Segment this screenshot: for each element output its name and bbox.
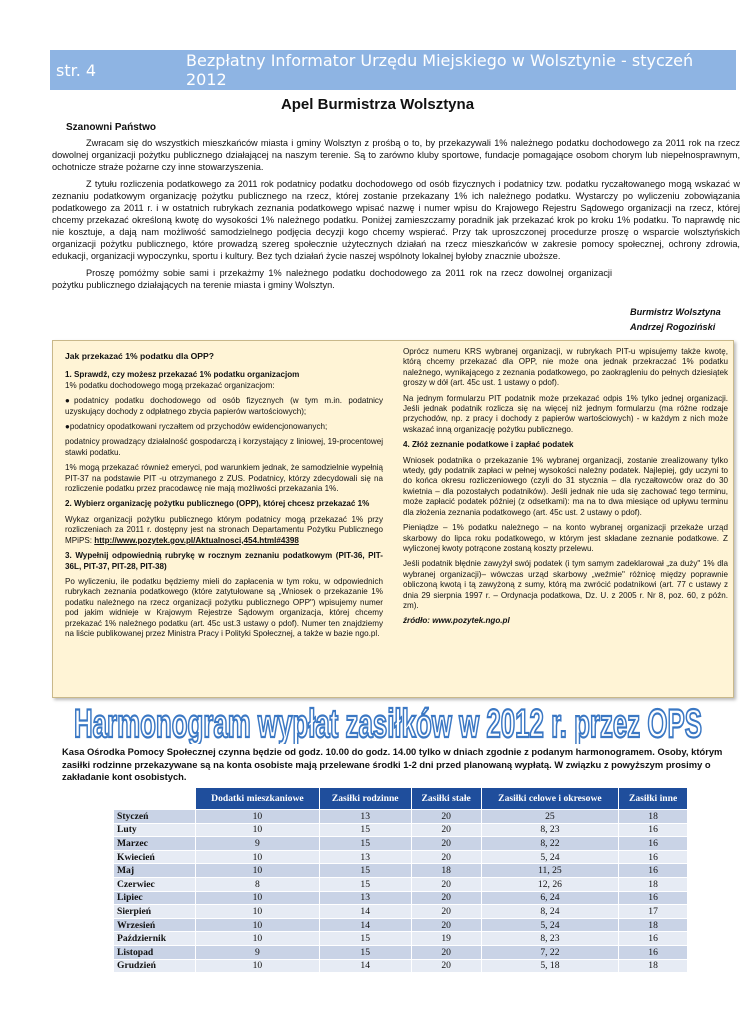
table-cell: 6, 24 (481, 891, 619, 905)
table-cell: 20 (411, 877, 481, 891)
schedule-banner (68, 700, 708, 744)
schedule-table (113, 787, 688, 973)
table-cell: 15 (319, 877, 411, 891)
table-row (114, 945, 688, 959)
table-cell: 10 (196, 850, 320, 864)
column-header (114, 788, 196, 810)
guide-paragraph: 1% mogą przekazać również emeryci, pod warunkiem jednak, że samodzielnie wypełnią PIT-37 na podstawie PIT -u otrzymanego z ZUS. Podatnicy, którzy zdecydowali się na rozliczenie podatku przez pracodawcę nie mają możliwości przekazania 1%. (65, 463, 383, 494)
source-note: źródło: www.pozytek.ngo.pl (403, 616, 510, 626)
table-row (114, 959, 688, 973)
appeal-paragraph: Zwracam się do wszystkich mieszkańców miasta i gminy Wolsztyn z prośbą o to, by przekazywali 1% należnego podatku dochodowego za 2011 rok na rzecz dowolnej organizacji pożytku publicznego działającej na naszym terenie. Są to zarówno kluby sportowe, fundacje pomagające osobom chorym lub niepełnosprawnym, ochotnicze straże pożarne czy inne stowarzyszenia. (52, 138, 740, 172)
table-cell: 15 (319, 837, 411, 851)
signature-title: Burmistrz Wolsztyna (630, 307, 721, 317)
table-cell: 15 (319, 945, 411, 959)
table-cell: 13 (319, 891, 411, 905)
column-header: Zasiłki rodzinne (319, 788, 411, 810)
table-cell: 20 (411, 810, 481, 824)
step-3-text: Po wyliczeniu, ile podatku będziemy mieli do zapłacenia w tym roku, w odpowiednich rubrykach zeznania podatkowego (które zatytułowane są „Wniosek o przekazanie 1% podatku należnego na rzecz organizacji pożytku publicznego OPP") wpisujemy numer pod jakim widnieje w Krajowym Rejestrze Sądowym organizacja, której chcemy przekazać 1% należnego podatku (art. 45c ust.3 ustawy o pdof). Numer ten znajdziemy na liście publikowanej przez Ministra Pracy i Polityki Społecznej, a także w bazie ngo.pl. (65, 576, 383, 638)
table-cell: 7, 22 (481, 945, 619, 959)
table-cell: 16 (619, 850, 688, 864)
table-row (114, 810, 688, 824)
bullet-item: ●podatnicy podatku dochodowego od osób fizycznych (w tym m.in. podatnicy uzyskujący dochody z odpłatnego zbycia papierów wartościowych); (65, 396, 383, 416)
step-2-text (65, 515, 383, 546)
table-cell: 12, 26 (481, 877, 619, 891)
table-cell: 16 (619, 837, 688, 851)
table-row (114, 932, 688, 946)
month-cell: Styczeń (114, 810, 196, 824)
table-cell: 8 (196, 877, 320, 891)
column-header: Zasiłki stałe (411, 788, 481, 810)
table-row (114, 850, 688, 864)
table-cell: 16 (619, 932, 688, 946)
step-1-text: 1% podatku dochodowego mogą przekazać organizacjom: (65, 380, 275, 390)
table-cell: 10 (196, 959, 320, 973)
table-cell: 13 (319, 850, 411, 864)
table-cell: 20 (411, 918, 481, 932)
column-header: Zasiłki inne (619, 788, 688, 810)
guide-paragraph: Na jednym formularzu PIT podatnik może przekazać odpis 1% tylko jednej organizacji. Jeśli jednak podatnik rozlicza się na więcej niż jednym formularzu (ma różne rodzaje przychodów, np. z pracy i dochody z papierów wartościowych) - w każdym z nich może wskazać inną organizację pożytku publicznego. (403, 393, 728, 434)
signature-name: Andrzej Rogoziński (630, 322, 716, 332)
table-cell: 10 (196, 864, 320, 878)
schedule-header-row (114, 788, 688, 810)
step-1-heading: 1. Sprawdź, czy możesz przekazać 1% podatku organizacjom (65, 370, 300, 380)
table-cell: 10 (196, 918, 320, 932)
schedule-body (114, 810, 688, 973)
month-cell: Luty (114, 823, 196, 837)
step-2-text-body: Wykaz organizacji pożytku publicznego którym podatnicy mogą przekazać 1% przy rozliczeniach za 2011 r. dostępny jest na stronach Departamentu Pożytku Publicznego MPiPS: (65, 514, 383, 545)
table-cell: 17 (619, 905, 688, 919)
table-cell: 8, 22 (481, 837, 619, 851)
newsletter-title: Bezpłatny Informator Urzędu Miejskiego w Wolsztynie - styczeń 2012 (186, 51, 694, 89)
table-row (114, 837, 688, 851)
table-cell: 8, 23 (481, 932, 619, 946)
guide-paragraph: podatnicy prowadzący działalność gospodarczą i korzystający z liniowej, 19-procentowej stawki podatku. (65, 437, 383, 457)
table-cell: 14 (319, 959, 411, 973)
month-cell: Sierpień (114, 905, 196, 919)
step-4-heading: 4. Złóż zeznanie podatkowe i zapłać podatek (403, 440, 574, 450)
month-cell: Październik (114, 932, 196, 946)
table-cell: 18 (411, 864, 481, 878)
table-cell: 20 (411, 945, 481, 959)
table-cell: 20 (411, 891, 481, 905)
guide-left-column (65, 347, 383, 644)
table-cell: 20 (411, 837, 481, 851)
step-2-heading: 2. Wybierz organizację pożytku publicznego (OPP), której chcesz przekazać 1% (65, 499, 370, 509)
salutation: Szanowni Państwo (66, 122, 157, 133)
guide-paragraph: Jeśli podatnik błędnie zawyżył swój podatek (i tym samym zadeklarował „za duży" 1% dla wybranej organizacji)– wówczas urząd skarbowy „weźmie" różnicę między poprawnie obliczoną kwotą i tą zawyżoną z sumy, którą ma zwrócić podatnikowi (art. 77 c ustawy z dnia 29 sierpnia 1997 r. – Ordynacja podatkowa, Dz. U. z 2005 r. Nr 8, poz. 60, z późn. zm). (403, 559, 728, 610)
month-cell: Grudzień (114, 959, 196, 973)
table-row (114, 918, 688, 932)
table-cell: 18 (619, 918, 688, 932)
table-cell: 16 (619, 945, 688, 959)
month-cell: Wrzesień (114, 918, 196, 932)
bullet-item: ●podatnicy opodatkowani ryczałtem od przychodów ewidencjonowanych; (65, 422, 328, 432)
month-cell: Czerwiec (114, 877, 196, 891)
table-cell: 5, 24 (481, 850, 619, 864)
table-cell: 10 (196, 823, 320, 837)
table-cell: 10 (196, 891, 320, 905)
table-cell: 14 (319, 905, 411, 919)
table-cell: 16 (619, 891, 688, 905)
table-cell: 15 (319, 864, 411, 878)
month-cell: Lipiec (114, 891, 196, 905)
table-cell: 20 (411, 959, 481, 973)
table-row (114, 877, 688, 891)
table-cell: 16 (619, 864, 688, 878)
guide-title: Jak przekazać 1% podatku dla OPP? (65, 351, 215, 361)
guide-right-column (403, 347, 728, 632)
table-cell: 16 (619, 823, 688, 837)
appeal-title: Apel Burmistrza Wolsztyna (280, 96, 475, 113)
table-row (114, 891, 688, 905)
guide-paragraph: Wniosek podatnika o przekazanie 1% wybranej organizacji, zostanie zrealizowany tylko wtedy, gdy podatnik zapłaci w pełnej wysokości należny podatek. Najlepiej, gdy uczyni to do końca okresu rozliczeniowego (czyli do 31 stycznia – dla ryczałtowców oraz do 30 kwietnia – dla pozostałych podatników). Jeśli jednak nie uda się zachować tego terminu, może zapłacić podatek później (z odsetkami): ma na to dwa miesiące od upływu terminu dla złożenia zeznania podatkowego (art. 45c ust. 2 ustawy o pdof). (403, 455, 728, 517)
table-cell: 18 (619, 877, 688, 891)
guide-paragraph: Oprócz numeru KRS wybranej organizacji, w rubrykach PIT-u wpisujemy także kwotę, którą chcemy przekazać dla OPP, nie może ona jednak przekraczać 1% podatku należnego, wynikającego z zeznania podatkowego, po zaokrągleniu do pełnych dziesiątek groszy w dół (art. 45c ust. 1 ustawy o pdof). (403, 347, 728, 388)
table-row (114, 823, 688, 837)
page-number: str. 4 (56, 60, 97, 80)
table-cell: 25 (481, 810, 619, 824)
table-cell: 19 (411, 932, 481, 946)
month-cell: Listopad (114, 945, 196, 959)
table-cell: 18 (619, 959, 688, 973)
table-cell: 20 (411, 850, 481, 864)
table-cell: 5, 24 (481, 918, 619, 932)
guide-paragraph: Pieniądze – 1% podatku należnego – na konto wybranej organizacji przekaże urząd skarbowy do lipca roku podatkowego, w którym jest składane zeznanie podatkowe. Z wyliczonej kwoty potrącone zostaną koszty przelewu. (403, 523, 728, 553)
table-row (114, 905, 688, 919)
appeal-paragraph: Proszę pomóżmy sobie sami i przekażmy 1% należnego podatku dochodowego za 2011 rok na rzecz dowolnej organizacji pożytku publicznego działających na terenie miasta i gminy Wolsztyn. (52, 268, 612, 290)
appeal-paragraph: Z tytułu rozliczenia podatkowego za 2011 rok podatnicy podatku dochodowego od osób fizycznych i podatnicy tzw. podatku ryczałtowanego mogą wskazać w zeznaniu podatkowym organizację pożytku publicznego na rzecz, której zostanie przekazany 1% ich należnego podatku. Wystarczy po wyliczeniu zobowiązania podatkowego za 2011 r. i w ostatnich rubrykach zeznania podatkowego wpisać nazwę i numer wpisu do Krajowego Rejestru Sądowego organizacji na rzecz, której chcemy przekazać określoną kwotę do wysokości 1% należnego podatku. Poniżej zamieszczamy poradnik jak przekazać krok po kroku 1% podatku. To naprawdę nic nie kosztuje, a dają nam możliwość samodzielnego podjęcia decyzji kogo chcemy wspierać. Przy tak uproszczonej procedurze proszę o wsparcie wolsztyńskich organizacji pożytku publicznego, które prowadzą szereg społecznie użytecznych działań na rzecz mieszkańców w zakresie pomocy społecznej, ochrony zdrowia, edukacji, organizacji wypoczynku, sportu i kultury. Bez tych działań życie naszej wspólnoty lokalnej byłoby znacznie uboższe. (52, 179, 740, 261)
opp-list-link[interactable]: http://www.pozytek.gov.pl/Aktualnosci,454.html#4398 (94, 535, 299, 545)
step-3-heading: 3. Wypełnij odpowiednią rubrykę w rocznym zeznaniu podatkowym (PIT-36, PIT-36L, PIT-37, PIT-28, PIT-38) (65, 551, 383, 571)
header-bar (50, 50, 736, 90)
table-cell: 10 (196, 905, 320, 919)
table-cell: 11, 25 (481, 864, 619, 878)
schedule-banner-text: Harmonogram wypłat zasiłków w 2012 r. przez OPS (74, 702, 702, 744)
guide-box (52, 340, 734, 698)
table-cell: 8, 23 (481, 823, 619, 837)
schedule-intro: Kasa Ośrodka Pomocy Społecznej czynna będzie od godz. 10.00 do godz. 14.00 tylko w dniach zgodnie z podanym harmonogramem. Osoby, którym zasiłki rodzinne przekazywane są na konta osobiste mają przelewane środki 1-2 dni przed planowaną wypłatą. W związku z powyższym prosimy o zakładanie kont osobistych. (62, 746, 723, 782)
table-cell: 13 (319, 810, 411, 824)
table-cell: 14 (319, 918, 411, 932)
table-cell: 18 (619, 810, 688, 824)
appeal-body (52, 137, 740, 296)
table-cell: 15 (319, 823, 411, 837)
month-cell: Marzec (114, 837, 196, 851)
table-cell: 20 (411, 905, 481, 919)
table-row (114, 864, 688, 878)
table-cell: 15 (319, 932, 411, 946)
table-cell: 10 (196, 932, 320, 946)
table-cell: 20 (411, 823, 481, 837)
month-cell: Maj (114, 864, 196, 878)
column-header: Dodatki mieszkaniowe (196, 788, 320, 810)
table-cell: 9 (196, 837, 320, 851)
month-cell: Kwiecień (114, 850, 196, 864)
table-cell: 9 (196, 945, 320, 959)
table-cell: 10 (196, 810, 320, 824)
column-header: Zasiłki celowe i okresowe (481, 788, 619, 810)
table-cell: 8, 24 (481, 905, 619, 919)
table-cell: 5, 18 (481, 959, 619, 973)
